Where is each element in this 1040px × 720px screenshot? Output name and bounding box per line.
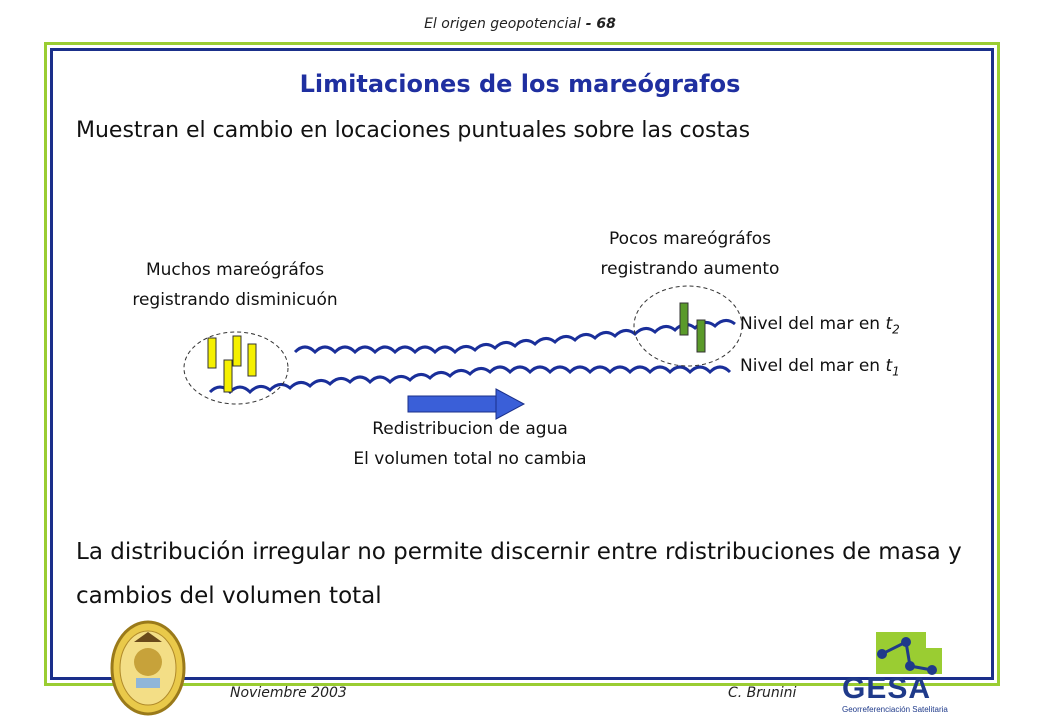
tide-gauge-decrease [208,338,216,368]
footer-date: Noviembre 2003 [230,685,347,701]
slide-subtitle: Muestran el cambio en locaciones puntuales sobre las costas [76,118,751,143]
sea-level-prefix: Nivel del mar en [740,314,886,334]
center-label-line1: Redistribucion de agua [372,419,568,439]
conclusion-text: La distribución irregular no permite discernir entre rdistribuciones de masa y cambios del volumen total [76,539,962,609]
gesa-logo-mark [866,628,956,678]
tide-gauge-decrease [233,336,241,366]
page-number: 68 [596,16,616,32]
header-title: El origen geopotencial [424,16,581,32]
wave-t2 [295,320,735,352]
gesa-logo-name: GESA [842,672,932,705]
slide-title: Limitaciones de los mareógrafos [299,70,741,98]
redistribution-label [300,414,640,474]
university-seal-logo [108,618,188,718]
time-symbol: t [885,314,893,334]
tide-gauge-decrease [224,360,232,392]
sea-level-t2-label [740,314,900,336]
left-label-line2: registrando disminicuón [132,290,338,310]
header-separator: - [580,16,597,32]
sea-level-t1-label [740,356,900,378]
tide-gauge-increase [697,320,705,352]
left-label-line1: Muchos mareógráfos [145,260,325,280]
sea-level-prefix: Nivel del mar en [740,356,886,376]
t2-subscript: 2 [892,322,900,337]
left-gauges-label [90,255,380,315]
tide-gauge-decrease [248,344,256,376]
t1-subscript: 1 [892,364,900,379]
footer-author: C. Brunini [728,685,797,701]
right-label-line1: Pocos mareógráfos [609,229,771,249]
tide-gauge-increase [680,303,688,335]
center-label-line2: El volumen total no cambia [353,449,587,469]
right-label-line2: registrando aumento [600,259,780,279]
time-symbol: t [885,356,893,376]
right-gauges-label [540,224,840,284]
gesa-logo-subtitle: Georreferenciación Satelitaria [842,705,948,714]
